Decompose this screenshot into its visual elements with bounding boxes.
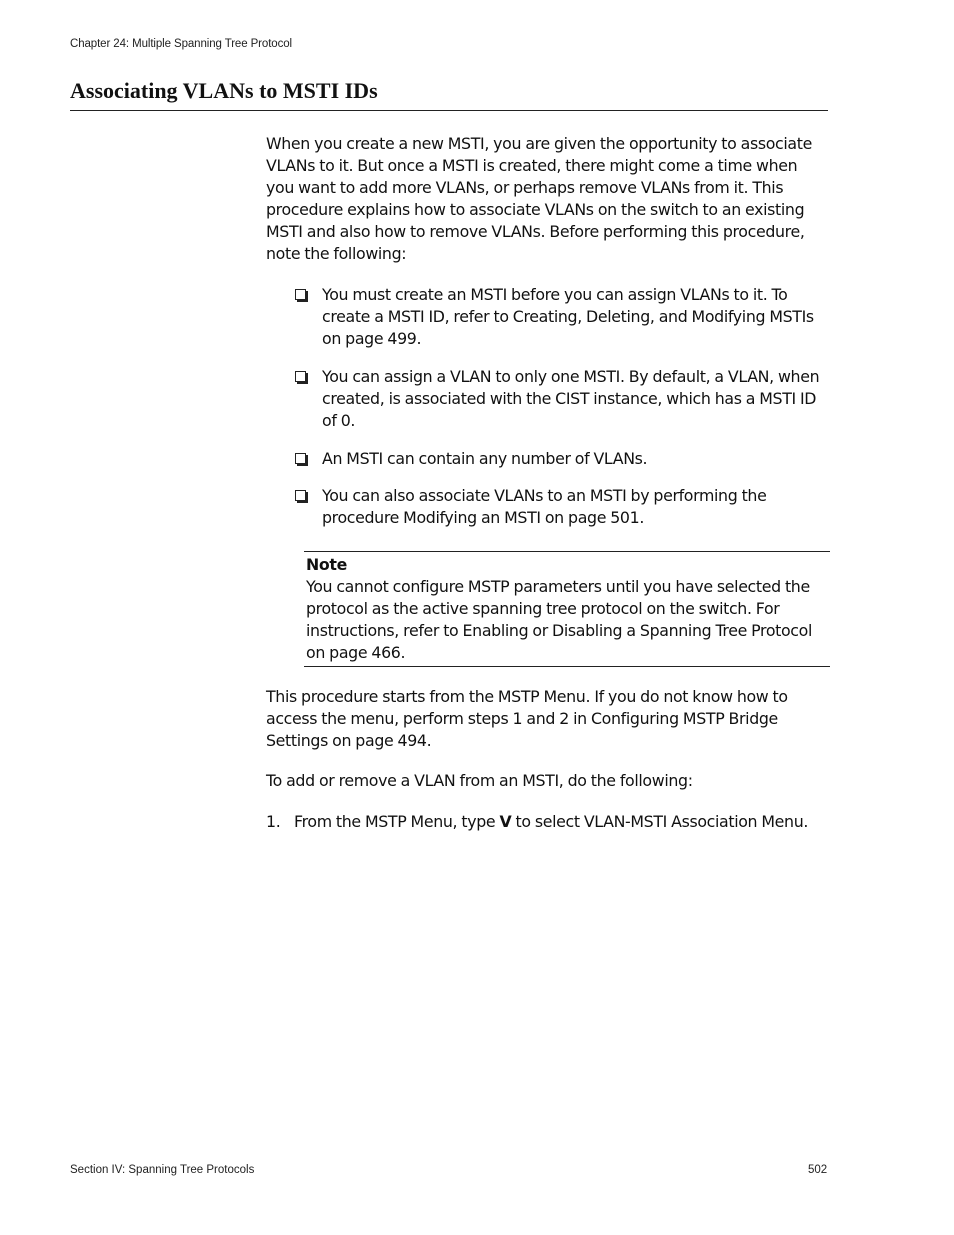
checkbox-bullet-icon: [295, 371, 306, 382]
procedure-paragraph: [266, 686, 828, 752]
running-head: Chapter 24: Multiple Spanning Tree Protocol: [70, 38, 292, 50]
note-box: [304, 551, 830, 667]
list-item-text: An MSTI can contain any number of VLANs.: [322, 449, 648, 468]
list-item: [294, 284, 834, 350]
todo-text: To add or remove a VLAN from an MSTI, do the following:: [266, 771, 693, 790]
list-item-text: You can assign a VLAN to only one MSTI. By default, a VLAN, when created, is associated with the CIST instance, which has a MSTI ID of 0.: [322, 367, 820, 430]
page-number: 502: [808, 1164, 828, 1176]
todo-paragraph: [266, 770, 828, 792]
checkbox-bullet-icon: [295, 490, 306, 501]
procedure-text: This procedure starts from the MSTP Menu. If you do not know how to access the menu, perform steps 1 and 2 in Configuring MSTP Bridge Settings on page 494.: [266, 687, 788, 750]
prerequisite-list: [294, 284, 834, 529]
note-text: You cannot configure MSTP parameters until you have selected the protocol as the active spanning tree protocol on the switch. For instructions, refer to Enabling or Disabling a Spanning Tree Protocol on page 466.: [306, 577, 812, 662]
title-rule: [70, 110, 828, 111]
step-1: [266, 811, 846, 833]
section-title: Associating VLANs to MSTI IDs: [70, 78, 378, 103]
step-key: V: [499, 812, 512, 831]
list-item: [294, 485, 834, 529]
checkbox-bullet-icon: [295, 453, 306, 464]
note-label: Note: [306, 555, 347, 574]
checkbox-bullet-icon: [295, 289, 306, 300]
footer-section: Section IV: Spanning Tree Protocols: [70, 1164, 255, 1176]
step-text-after: to select VLAN-MSTI Association Menu.: [515, 812, 809, 831]
intro-paragraph: [266, 133, 828, 265]
list-item: [294, 366, 834, 432]
list-item-text: You can also associate VLANs to an MSTI by performing the procedure Modifying an MSTI on page 501.: [322, 486, 767, 527]
list-item-text: You must create an MSTI before you can assign VLANs to it. To create a MSTI ID, refer to Creating, Deleting, and Modifying MSTIs on page 499.: [322, 285, 814, 348]
step-number: 1.: [266, 812, 281, 831]
step-text-before: From the MSTP Menu, type: [294, 812, 496, 831]
intro-text: When you create a new MSTI, you are given the opportunity to associate VLANs to it. But once a MSTI is created, there might come a time when you want to add more VLANs, or perhaps remove VLANs from it. This procedure explains how to associate VLANs on the switch to an existing MSTI and also how to remove VLANs. Before performing this procedure, note the following:: [266, 134, 812, 263]
list-item: [294, 448, 834, 470]
